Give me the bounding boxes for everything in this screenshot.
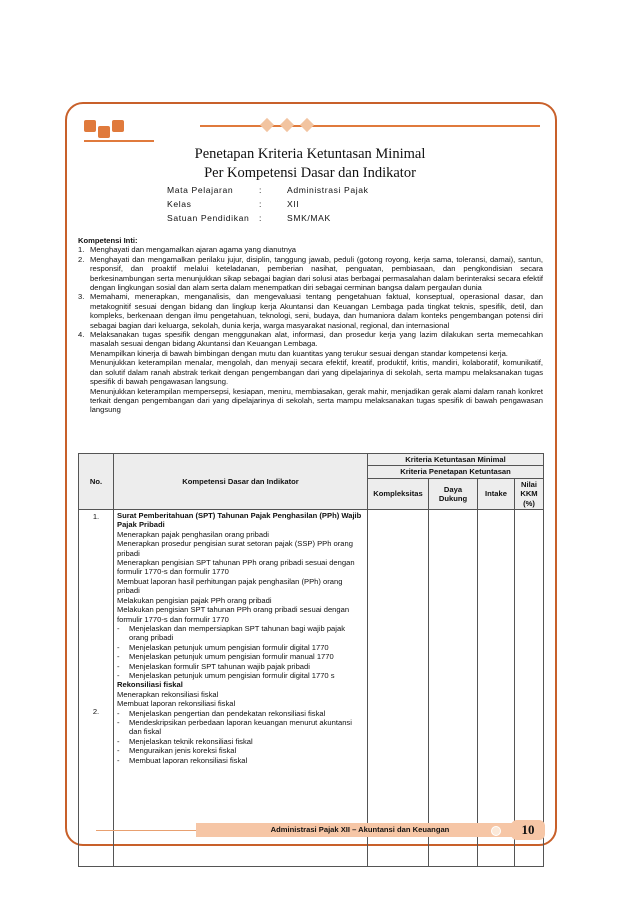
kkm-table	[78, 453, 544, 867]
kd-indicator: - Menjelaskan petunjuk umum pengisian formulir digital 1770	[117, 642, 329, 652]
decoration-square	[84, 120, 96, 132]
kd-indicator-text: Menjelaskan petunjuk umum pengisian formulir manual 1770	[129, 652, 334, 662]
table-row	[79, 510, 544, 867]
meta-sep: :	[259, 213, 262, 223]
kd-cell	[114, 510, 368, 867]
decoration-square	[112, 120, 124, 132]
kompetensi-inti-item	[78, 245, 543, 254]
nilai-kkm-cell	[515, 510, 544, 867]
kd-indicator-text: Menjelaskan petunjuk umum pengisian formulir digital 1770 s	[129, 670, 335, 680]
meta-key: Satuan Pendidikan	[167, 213, 250, 223]
page-number: 10	[511, 820, 545, 840]
kd-line: Melakukan pengisian SPT tahunan PPh orang pribadi sesuai dengan formulir 1770-s dan formulir 1770	[117, 605, 350, 624]
meta-row	[167, 199, 368, 213]
kd-indicator-text: Menguraikan jenis koreksi fiskal	[129, 746, 237, 756]
intake-cell	[478, 510, 515, 867]
kd-indicator: - Menjelaskan teknik rekonsiliasi fiskal	[117, 736, 253, 746]
kd-indicator-text: Menjelaskan petunjuk umum pengisian formulir digital 1770	[129, 642, 329, 652]
item-number: 4.	[78, 330, 85, 340]
page-subtitle: Per Kompetensi Dasar dan Indikator	[204, 165, 416, 181]
kompetensi-inti-paragraph: Menampilkan kinerja di bawah bimbingan dengan mutu dan kuantitas yang terukur sesuai dengan standar kompetensi kerja.	[90, 348, 508, 358]
decoration-square	[98, 126, 110, 138]
kd-indicator: - Menjelaskan pengertian dan pendekatan rekonsiliasi fiskal	[117, 708, 326, 718]
header-kkm-group: Kriteria Ketuntasan Minimal	[368, 454, 544, 466]
meta-key: Mata Pelajaran	[167, 185, 234, 195]
meta-value: XII	[287, 199, 300, 209]
header-intake: Intake	[478, 478, 515, 509]
kompetensi-inti-heading: Kompetensi Inti:	[78, 236, 138, 245]
kd-title: Rekonsiliasi fiskal	[117, 680, 183, 690]
header-no: No.	[79, 454, 114, 510]
table-header-row	[79, 454, 544, 466]
kd-line: Menerapkan rekonsiliasi fiskal	[117, 689, 219, 699]
item-number: 3.	[78, 292, 85, 302]
meta-sep: :	[259, 199, 262, 209]
meta-row	[167, 213, 368, 227]
meta-key: Kelas	[167, 199, 192, 209]
kd-indicator: - Menjelaskan dan mempersiapkan SPT tahunan bagi wajib pajak orang pribadi	[117, 624, 364, 643]
kd-indicator: - Menjelaskan formulir SPT tahunan wajib pajak pribadi	[117, 661, 310, 671]
footer-dot	[491, 826, 501, 836]
kd-indicator: - Menjelaskan petunjuk umum pengisian formulir digital 1770 s	[117, 670, 335, 680]
row-numbers	[79, 510, 114, 867]
item-text: Menghayati dan mengamalkan perilaku jujur, disiplin, tanggung jawab, peduli (gotong royong, kerja sama, toleransi, damai), santun, responsif, dan proaktif melalui keteladanan, pemberian nasihat, penguatan, pembiasaan, dan pengkondisian secara berkesinambungan serta menunjukkan sikap sebagai bagian dari solusi atas berbagai permasalahan dalam berinteraksi secara efektif dengan lingkungan sosial dan alam serta dalam menempatkan diri sebagai cerminan bangsa dalam pergaulan dunia	[90, 254, 543, 293]
kompleksitas-cell	[368, 510, 429, 867]
daya-dukung-cell	[429, 510, 478, 867]
kd-indicator: - Membuat laporan rekonsiliasi fiskal	[117, 755, 248, 765]
decoration-line	[84, 140, 154, 142]
kd-line: Membuat laporan rekonsiliasi fiskal	[117, 699, 236, 709]
page-title: Penetapan Kriteria Ketuntasan Minimal	[194, 146, 426, 162]
header-daya-dukung: Daya Dukung	[429, 478, 478, 509]
kd-indicator: - Mendeskripsikan perbedaan laporan keuangan menurut akuntansi dan fiskal	[117, 718, 364, 737]
header-kompleksitas: Kompleksitas	[368, 478, 429, 509]
kompetensi-inti-item	[78, 255, 543, 293]
header-nilai-kkm: Nilai KKM (%)	[515, 478, 544, 509]
kd-indicator-text: Menjelaskan pengertian dan pendekatan rekonsiliasi fiskal	[129, 708, 326, 718]
meta-sep: :	[259, 185, 262, 195]
meta-row	[167, 185, 368, 199]
row-number: 1.	[92, 512, 100, 522]
kd-indicator: - Menjelaskan petunjuk umum pengisian formulir manual 1770	[117, 652, 334, 662]
item-text: Memahami, menerapkan, menganalisis, dan mengevaluasi tentang pengetahuan faktual, konseptual, operasional dasar, dan metakognitif sesuai dengan bidang dan lingkup kerja Akuntansi dan Keuangan Lembaga pada tingkat teknis, spesifik, detil, dan kompleks, berkenaan dengan ilmu pengetahuan, teknologi, seni, budaya, dan humaniora dalam konteks pengembangan potensi diri sebagai bagian dari keluarga, sekolah, dunia kerja, warga masyarakat nasional, regional, dan internasional	[90, 292, 543, 330]
item-text: Menghayati dan mengamalkan ajaran agama yang dianutnya	[90, 245, 297, 255]
kompetensi-inti	[78, 236, 543, 415]
kompetensi-inti-item	[78, 292, 543, 330]
meta-value: SMK/MAK	[287, 213, 331, 223]
kd-indicator-text: Mendeskripsikan perbedaan laporan keuangan menurut akuntansi dan fiskal	[129, 717, 352, 737]
kd-indicator-text: Menjelaskan teknik rekonsiliasi fiskal	[129, 736, 253, 746]
row-number: 2.	[92, 707, 100, 717]
item-number: 2.	[78, 254, 85, 264]
item-text: Melaksanakan tugas spesifik dengan menggunakan alat, informasi, dan prosedur kerja yang lazim dilakukan serta memecahkan masalah sesuai dengan bidang Akuntansi dan Keuangan Lembaga.	[90, 330, 543, 349]
kd-indicator-text: Menjelaskan formulir SPT tahunan wajib pajak pribadi	[129, 661, 310, 671]
kd-title: Surat Pemberitahuan (SPT) Tahunan Pajak Penghasilan (PPh) Wajib Pajak Pribadi	[117, 511, 362, 530]
kd-line: Membuat laporan hasil perhitungan pajak penghasilan (PPh) orang pribadi	[117, 576, 343, 596]
subject-meta	[167, 185, 368, 227]
page-footer	[96, 820, 551, 842]
kompetensi-inti-paragraph: Menunjukkan keterampilan menalar, mengolah, dan menyaji secara efektif, kreatif, produktif, kritis, mandiri, kolaboratif, komunikatif, dan solutif dalam ranah abstrak terkait dengan pengembangan dari yang dipelajarinya di sekolah, serta mampu melaksanakan tugas spesifik di bawah pengawasan langsung.	[90, 358, 543, 387]
kd-line: Menerapkan prosedur pengisian surat setoran pajak (SSP) PPh orang pribadi	[117, 539, 353, 558]
kompetensi-inti-item	[78, 330, 543, 349]
meta-value: Administrasi Pajak	[287, 185, 369, 195]
header-penetapan-group: Kriteria Penetapan Ketuntasan	[368, 466, 544, 478]
kd-line: Menerapkan pengisian SPT tahunan PPh orang pribadi sesuai dengan formulir 1770-s dan formulir 1770	[117, 558, 355, 577]
kompetensi-inti-paragraph: Menunjukkan keterampilan mempersepsi, kesiapan, meniru, membiasakan, gerak mahir, menjadikan gerak alami dalam ranah konkret terkait dengan pengembangan dari yang dipelajarinya di sekolah, serta mampu melaksanakan tugas spesifik di bawah pengawasan langsung	[90, 386, 543, 415]
kd-indicator: - Menguraikan jenis koreksi fiskal	[117, 746, 237, 756]
kd-line: Melakukan pengisian pajak PPh orang pribadi	[117, 595, 272, 605]
kd-line: Menerapkan pajak penghasilan orang pribadi	[117, 529, 269, 539]
kd-indicator-text: Membuat laporan rekonsiliasi fiskal	[129, 755, 248, 765]
footer-book-title: Administrasi Pajak XII – Akuntansi dan Keuangan	[196, 823, 524, 837]
header-kd: Kompetensi Dasar dan Indikator	[114, 454, 368, 510]
kd-indicator-text: Menjelaskan dan mempersiapkan SPT tahunan bagi wajib pajak orang pribadi	[129, 623, 345, 643]
decoration-line	[200, 125, 540, 127]
item-number: 1.	[78, 245, 85, 255]
